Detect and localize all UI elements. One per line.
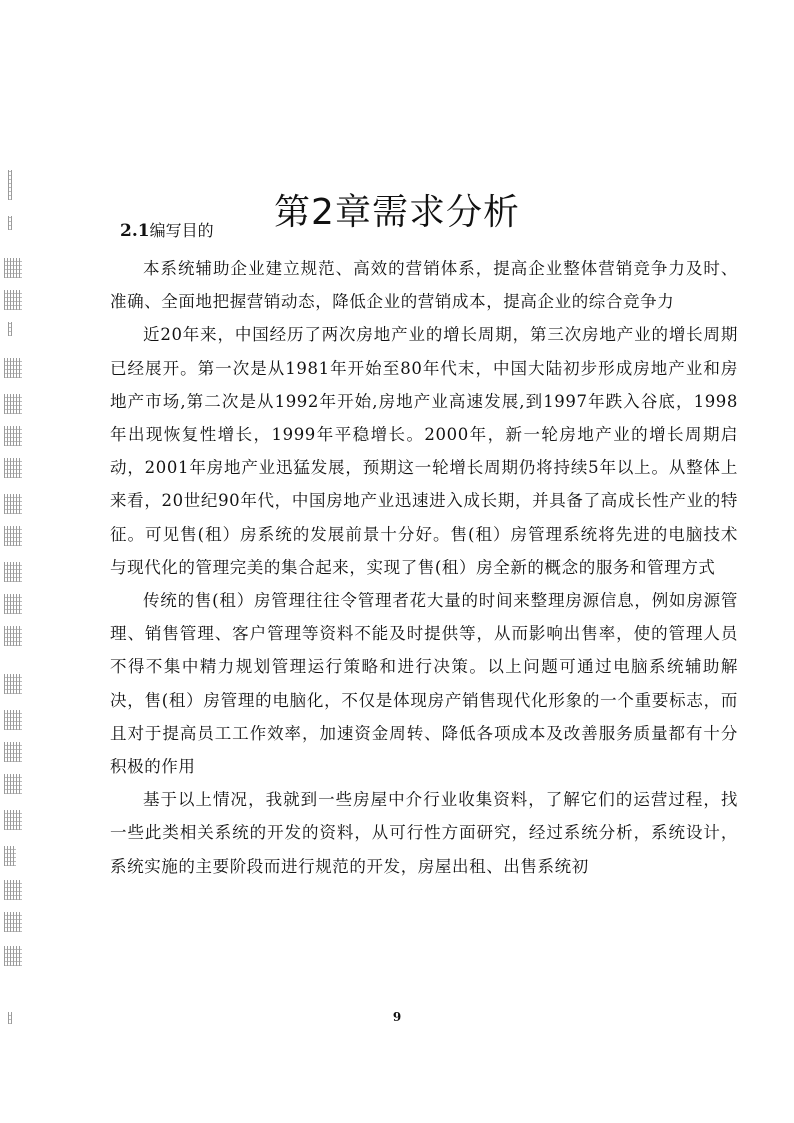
scan-mark [4, 290, 22, 310]
scan-mark [4, 774, 22, 794]
chapter-title: 第2章需求分析 [274, 192, 520, 234]
scan-mark [4, 594, 22, 614]
scan-mark [4, 810, 22, 830]
scan-mark [4, 674, 22, 694]
scan-mark [4, 946, 22, 966]
scan-mark [4, 494, 22, 514]
scan-mark [4, 846, 16, 866]
binding-scan-marks [0, 150, 40, 1030]
section-title: 编写目的 [149, 221, 214, 240]
scan-mark [4, 426, 22, 446]
paragraph: 本系统辅助企业建立规范、高效的营销体系，提高企业整体营销竞争力及时、准确、全面地把握营销动态，降低企业的营销成本，提高企业的综合竞争力 [110, 259, 738, 312]
scan-mark [4, 258, 22, 278]
paragraph: 近20年来，中国经历了两次房地产业的增长周期，第三次房地产业的增长周期已经展开。第一次是从1981年开始至80年代末，中国大陆初步形成房地产业和房地产市场,第二次是从1992年开始,房地产业高速发展,到1997年跌入谷底，1998年出现恢复性增长，1999年平稳增长。2000年，新一轮房地产业的增长周期启动，2001年房地产业迅猛发展，预期这一轮增长周期仍将持续5年以上。从整体上来看，20世纪90年代，中国房地产业迅速进入成长期，并具备了高成长性产业的特征。可见售(租）房系统的发展前景十分好。售(租）房管理系统将先进的电脑技术与现代化的管理完美的集合起来，实现了售(租）房全新的概念的服务和管理方式 [110, 325, 738, 577]
scan-mark [4, 358, 22, 378]
page-number: 9 [392, 1010, 402, 1024]
scan-mark [8, 322, 12, 336]
scan-mark [4, 394, 22, 414]
scan-mark [4, 742, 22, 762]
scan-mark [4, 562, 22, 582]
scan-mark [4, 880, 22, 900]
section-heading [120, 218, 214, 241]
paragraph: 基于以上情况，我就到一些房屋中介行业收集资料，了解它们的运营过程，找一些此类相关系统的开发的资料，从可行性方面研究，经过系统分析，系统设计，系统实施的主要阶段而进行规范的开发，房屋出租、出售系统初 [110, 790, 738, 876]
body-text [110, 252, 738, 883]
scan-mark [4, 526, 22, 546]
scan-mark [4, 710, 22, 730]
scan-mark [4, 458, 22, 478]
paragraph: 传统的售(租）房管理往往令管理者花大量的时间来整理房源信息，例如房源管理、销售管理、客户管理等资料不能及时提供等，从而影响出售率，使的管理人员不得不集中精力规划管理运行策略和进行决策。以上问题可通过电脑系统辅助解决，售(租）房管理的电脑化，不仅是体现房产销售现代化形象的一个重要标志，而且对于提高员工工作效率，加速资金周转、降低各项成本及改善服务质量都有十分积极的作用 [110, 591, 738, 777]
scan-mark [4, 626, 22, 646]
section-number: 2.1 [120, 221, 150, 241]
scan-mark [4, 912, 22, 932]
